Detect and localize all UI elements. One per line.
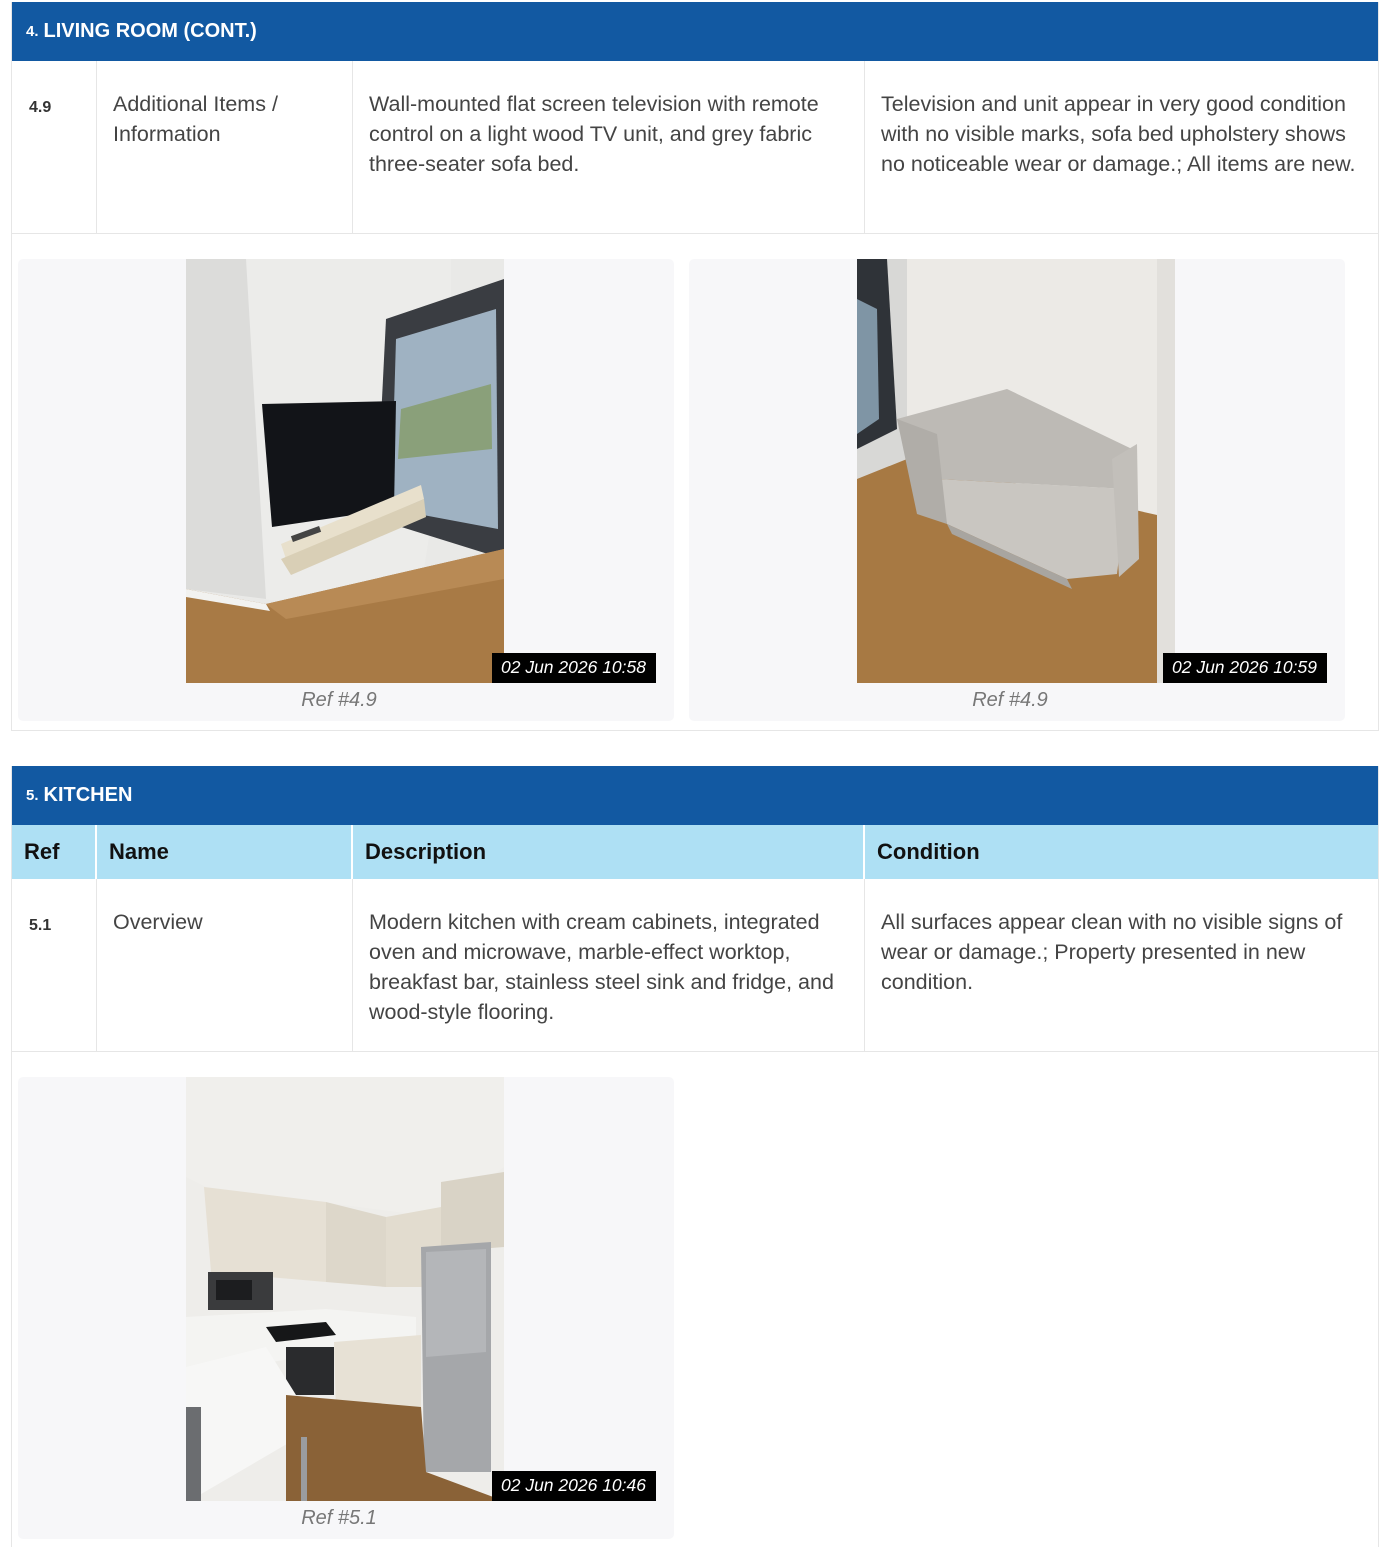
table-header — [12, 825, 1378, 879]
row-ref: 5.1 — [12, 879, 97, 1051]
column-header-condition: Condition — [877, 839, 980, 864]
photo-card[interactable] — [689, 259, 1345, 721]
row-description: Modern kitchen with cream cabinets, integrated oven and microwave, marble-effect worktop, breakfast bar, stainless steel sink and fridge, and wood-style flooring. — [353, 879, 865, 1051]
tv-unit-photo[interactable] — [186, 259, 504, 683]
photo-card[interactable] — [18, 259, 674, 721]
section-header — [12, 766, 1378, 825]
photo-caption: Ref #4.9 — [301, 689, 377, 711]
row-condition: All surfaces appear clean with no visible signs of wear or damage.; Property presented in new condition. — [881, 910, 1343, 994]
column-header-name: Name — [97, 825, 353, 879]
column-header-ref: Ref — [12, 825, 97, 879]
section-title: KITCHEN — [43, 784, 133, 806]
row-name: Additional Items / Information — [97, 61, 353, 233]
row-condition: Television and unit appear in very good condition with no visible marks, sofa bed upholstery shows no noticeable wear or damage.; All items are new. — [881, 92, 1356, 176]
section-number: 5. — [26, 787, 39, 804]
sofa-bed-photo[interactable] — [857, 259, 1175, 683]
kitchen-photo[interactable] — [186, 1077, 504, 1501]
section-header — [12, 2, 1378, 61]
table-row — [12, 61, 1378, 234]
column-header-description: Description — [353, 825, 865, 879]
photo-timestamp: 02 Jun 2026 10:59 — [1163, 653, 1327, 683]
photo-caption: Ref #4.9 — [972, 689, 1048, 711]
table-row — [12, 879, 1378, 1052]
row-description: Wall-mounted flat screen television with remote control on a light wood TV unit, and grey fabric three-seater sofa bed. — [353, 61, 865, 233]
section-title: LIVING ROOM (CONT.) — [43, 20, 257, 42]
photo-caption: Ref #5.1 — [301, 1507, 377, 1529]
photo-timestamp: 02 Jun 2026 10:46 — [492, 1471, 656, 1501]
photo-timestamp: 02 Jun 2026 10:58 — [492, 653, 656, 683]
row-ref: 4.9 — [12, 61, 97, 233]
row-name: Overview — [97, 879, 353, 1051]
photo-card[interactable] — [18, 1077, 674, 1539]
section-number: 4. — [26, 23, 39, 40]
section-living-room — [11, 2, 1379, 731]
section-kitchen — [11, 766, 1379, 1547]
